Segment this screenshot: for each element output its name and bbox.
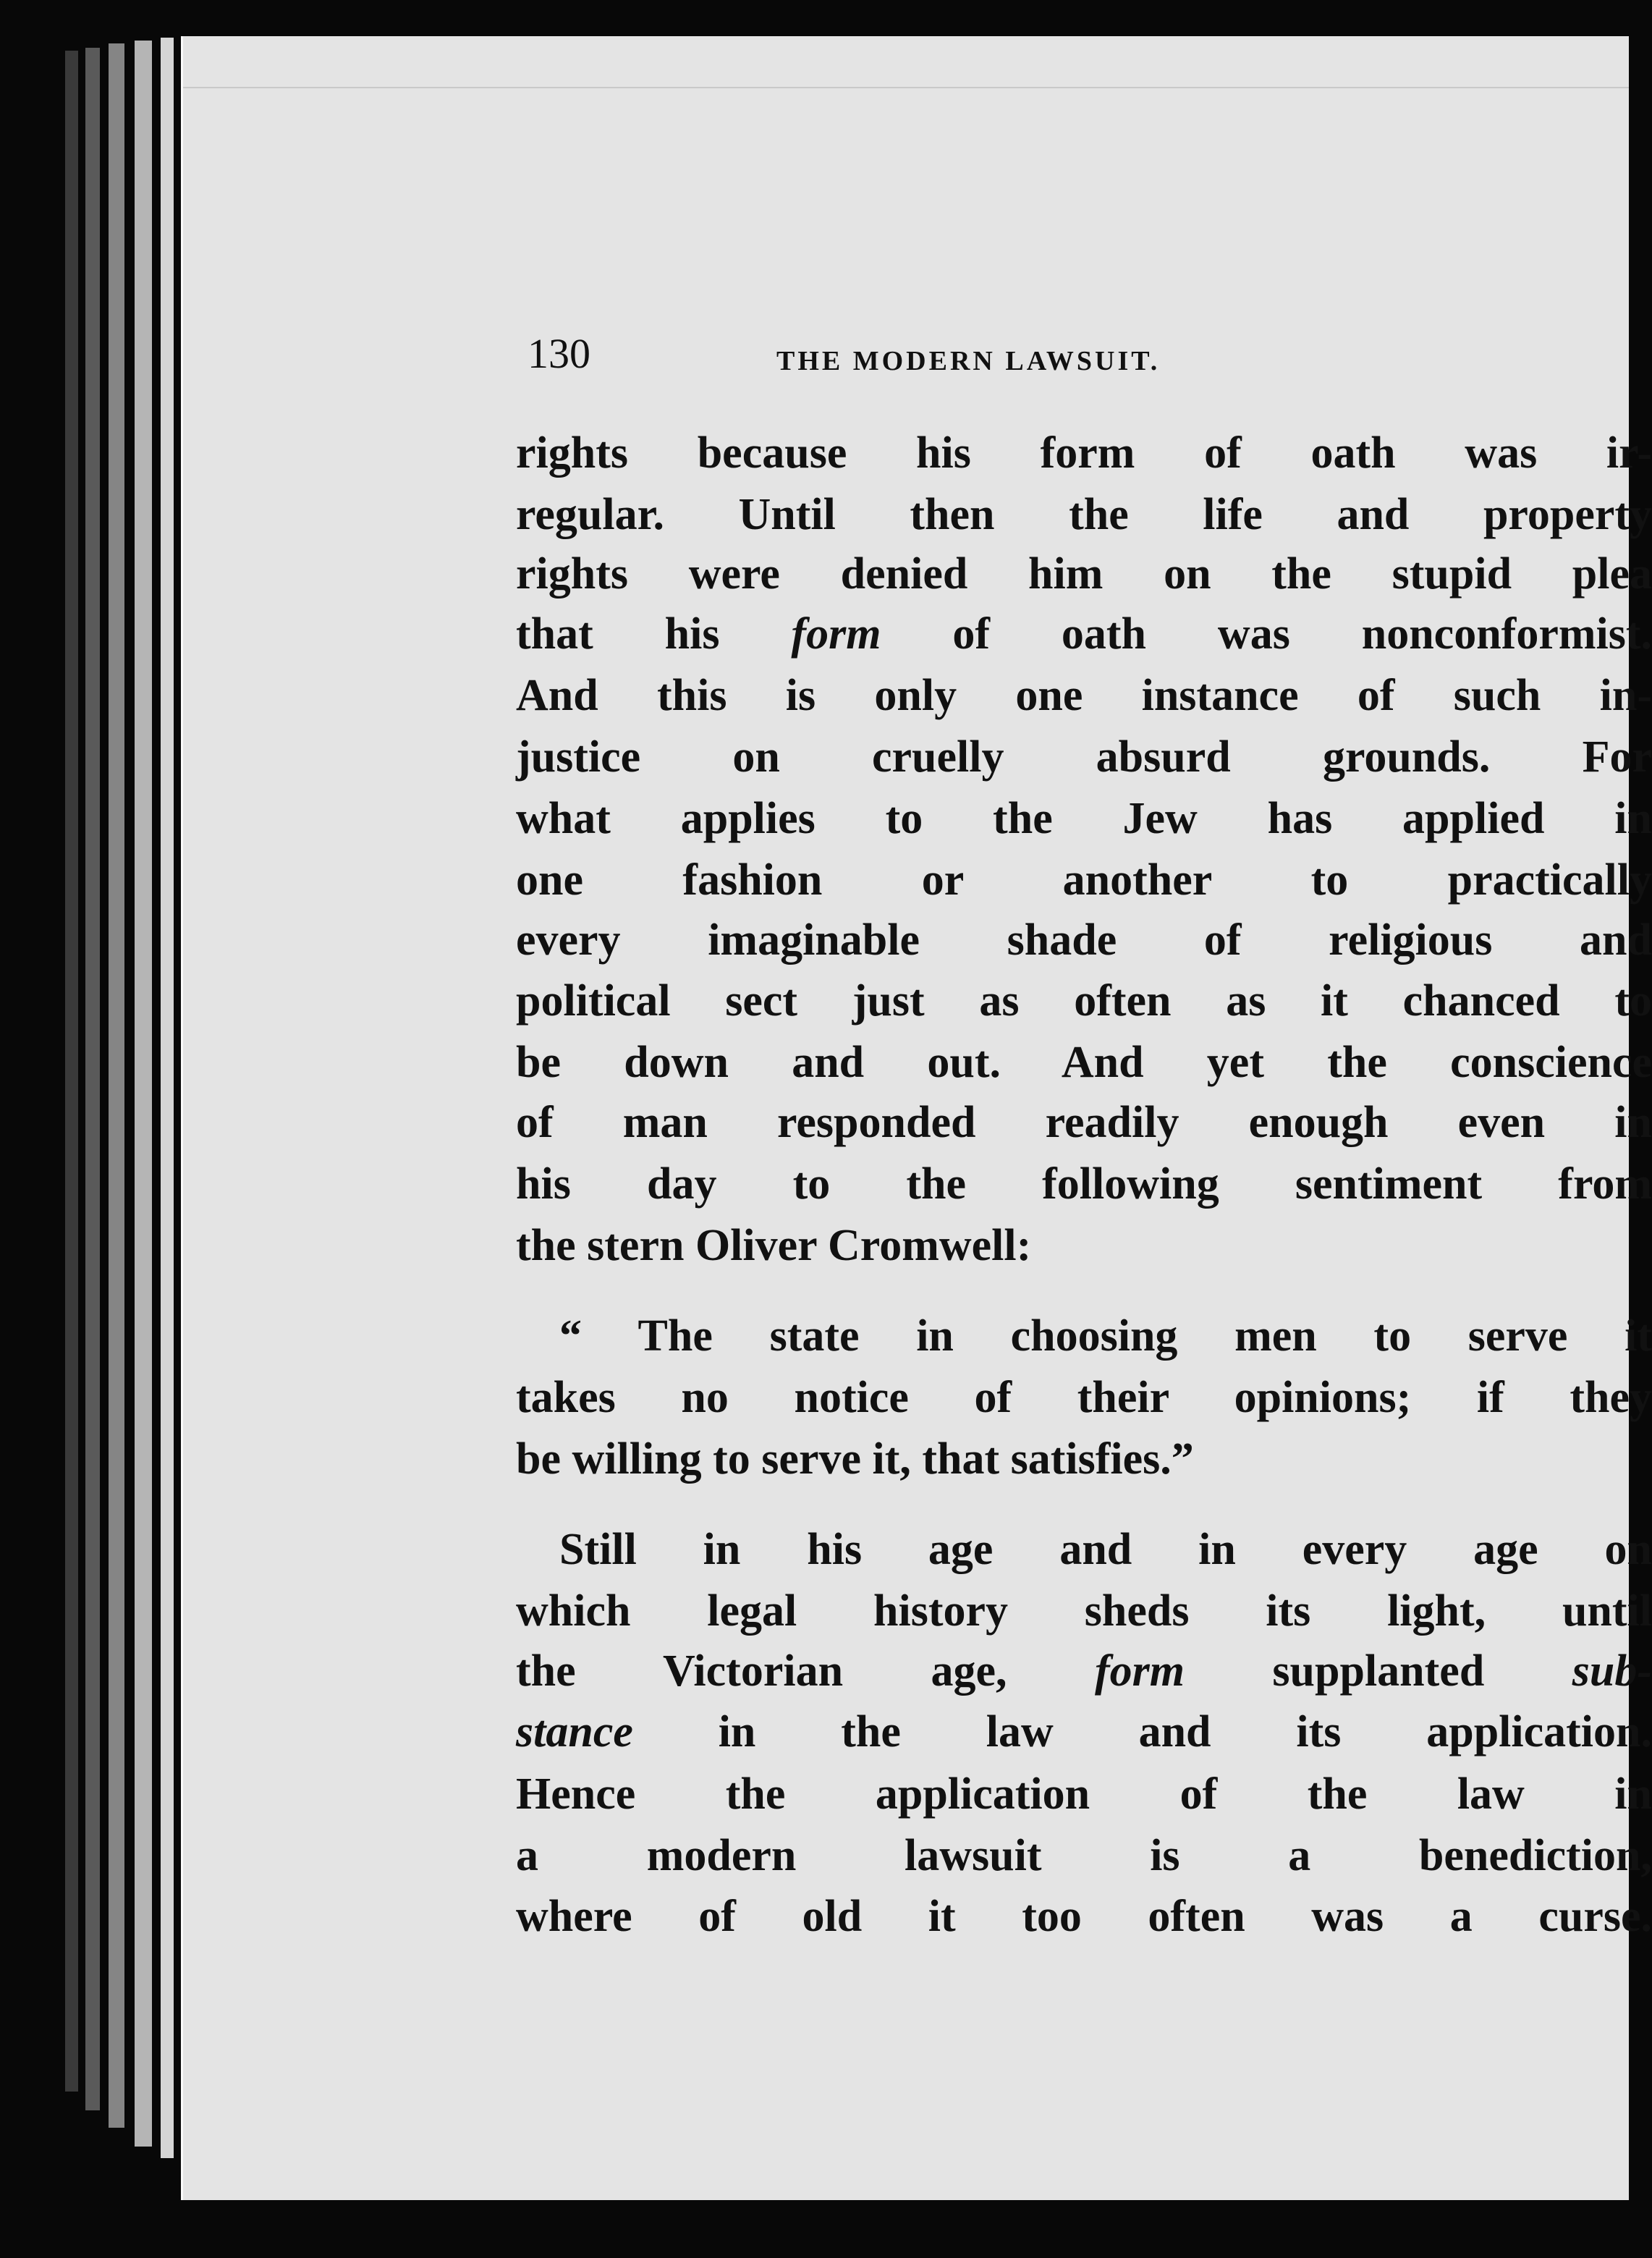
text-segment: of oath was nonconformist. — [881, 609, 1652, 659]
text-line — [516, 1223, 1652, 1268]
text-line — [559, 1311, 1652, 1361]
text-segment: what applies to the Jew has applied in — [516, 794, 1652, 843]
text-line — [516, 1709, 1652, 1754]
text-line — [516, 1159, 1652, 1209]
italic-word: sub- — [1572, 1646, 1652, 1696]
text-line — [516, 609, 1652, 659]
book-page — [181, 36, 1652, 2200]
text-line — [516, 1586, 1652, 1636]
italic-word: form — [1094, 1646, 1185, 1696]
text-segment: And this is only one instance of such in- — [516, 671, 1652, 720]
page-edge — [135, 41, 152, 2147]
text-segment: justice on cruelly absurd grounds. For — [516, 732, 1652, 782]
text-segment: be down and out. And yet the conscience — [516, 1038, 1652, 1087]
text-segment: a modern lawsuit is a benediction, — [516, 1831, 1652, 1880]
text-line — [516, 1833, 1652, 1878]
text-segment: one fashion or another to practically — [516, 855, 1652, 905]
text-line — [516, 976, 1652, 1026]
text-segment: where of old it too often was a curse. — [516, 1892, 1652, 1941]
text-line — [516, 918, 1652, 963]
text-line — [516, 796, 1652, 841]
text-line — [516, 1769, 1652, 1819]
text-segment: which legal history sheds its light, until — [516, 1586, 1652, 1636]
text-segment: rights were denied him on the stupid plea — [516, 549, 1652, 599]
text-segment: that his — [516, 609, 792, 659]
text-segment: the Victorian age, — [516, 1646, 1095, 1696]
text-line — [516, 1646, 1652, 1696]
text-line — [516, 492, 1652, 537]
text-segment: of man responded readily enough even in — [516, 1098, 1652, 1147]
text-segment: Hence the application of the law in — [516, 1769, 1652, 1819]
text-segment: regular. Until then the life and property — [516, 490, 1652, 539]
text-line — [516, 1894, 1652, 1939]
text-line — [516, 732, 1652, 782]
page-header — [183, 329, 1629, 387]
text-line — [516, 855, 1652, 905]
page-edge — [109, 43, 124, 2128]
text-segment: his day to the following sentiment from — [516, 1159, 1652, 1209]
italic-word: form — [791, 609, 881, 659]
text-segment: political sect just as often as it chanced to — [516, 976, 1652, 1026]
text-line — [516, 549, 1652, 599]
text-segment: takes no notice of their opinions; if they — [516, 1373, 1652, 1422]
text-segment: Still in his age and in every age on — [559, 1525, 1652, 1574]
text-segment: rights because his form of oath was ir- — [516, 428, 1652, 478]
page-edge — [65, 51, 78, 2092]
text-line — [516, 1434, 1652, 1484]
text-segment: every imaginable shade of religious and — [516, 916, 1652, 965]
text-line — [516, 428, 1652, 478]
text-line — [516, 1100, 1652, 1145]
page-edge — [85, 48, 100, 2110]
text-segment: “ The state in choosing men to serve it — [559, 1311, 1652, 1361]
text-line — [559, 1527, 1652, 1572]
text-segment: supplanted — [1184, 1646, 1572, 1696]
text-line — [516, 1375, 1652, 1420]
italic-word: stance — [516, 1707, 633, 1756]
page-edge — [161, 38, 174, 2158]
text-segment: in the law and its application. — [632, 1707, 1652, 1756]
text-line — [516, 673, 1652, 718]
text-segment: be willing to serve it, that satisfies.” — [516, 1434, 1194, 1484]
page-number: 130 — [528, 330, 590, 377]
text-line — [516, 1040, 1652, 1085]
text-segment: the stern Oliver Cromwell: — [516, 1221, 1032, 1270]
running-head: THE MODERN LAWSUIT. — [776, 346, 1161, 376]
